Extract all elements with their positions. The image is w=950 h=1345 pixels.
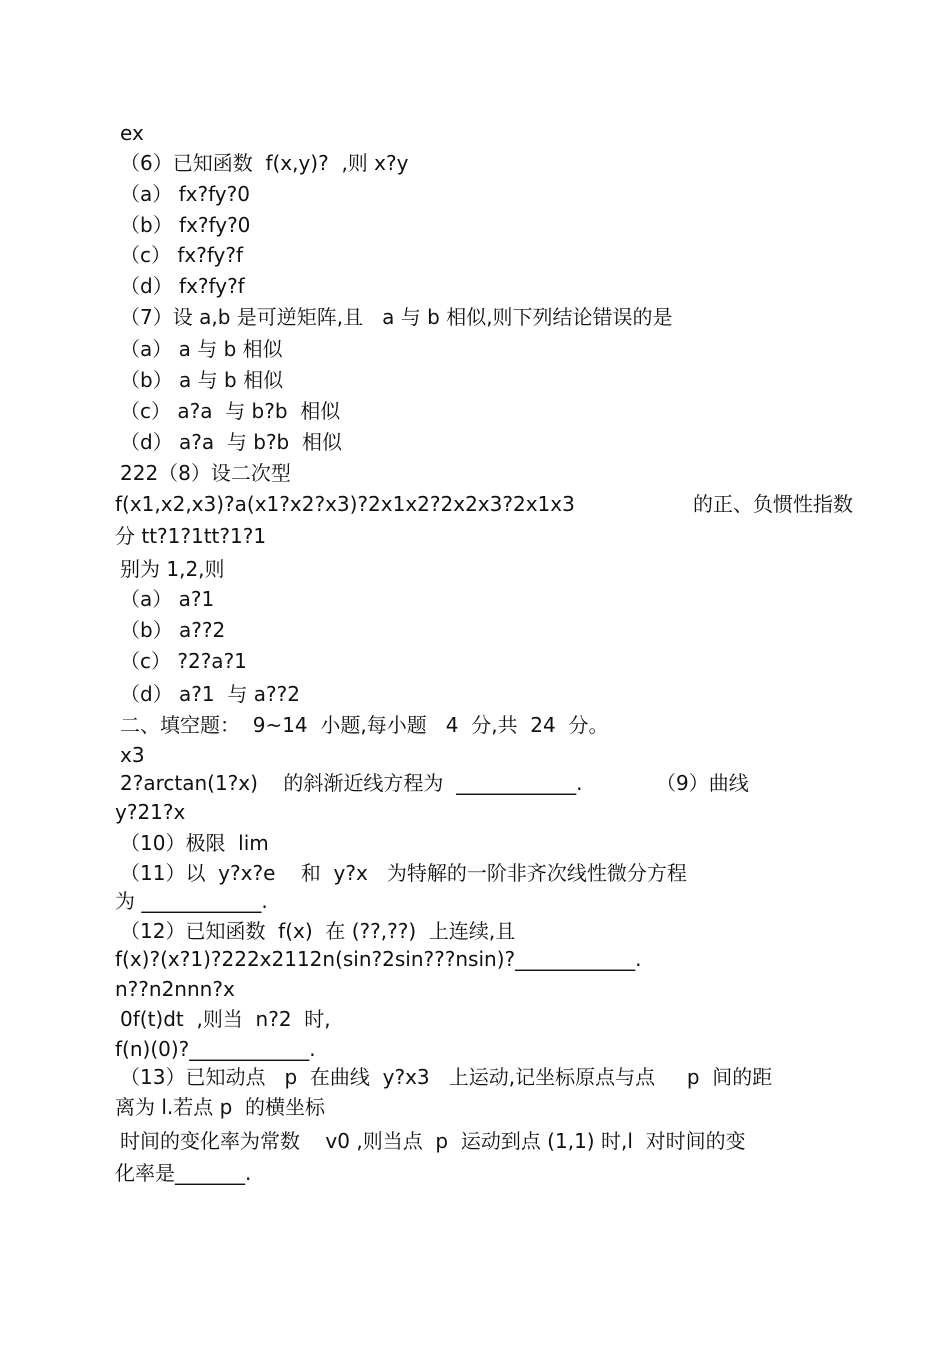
text-line: 时间的变化率为常数 v0 ,则当点 p 运动到点 (1,1) 时,l 对时间的变	[120, 1129, 746, 1153]
option-6a: （a） fx?fy?0	[120, 182, 250, 206]
question-13: （13）已知动点 p 在曲线 y?x3 上运动,记坐标原点与点 p 间的距	[120, 1065, 773, 1089]
option-8b: （b） a??2	[120, 618, 226, 642]
question-9: （9）曲线	[656, 771, 749, 795]
text-line: ex	[120, 121, 144, 145]
question-8: 222（8）设二次型	[120, 461, 291, 485]
option-8a: （a） a?1	[120, 587, 215, 611]
option-6b: （b） fx?fy?0	[120, 213, 251, 237]
text-line: 别为 1,2,则	[120, 557, 225, 581]
question-10: （10）极限 lim	[120, 831, 269, 855]
text-line: 分 tt?1?1tt?1?1	[115, 524, 267, 548]
option-6d: （d） fx?fy?f	[120, 274, 245, 298]
text-line: 离为 l.若点 p 的横坐标	[115, 1095, 326, 1119]
option-8d: （d） a?1 与 a??2	[120, 682, 300, 706]
formula-line: f(x1,x2,x3)?a(x1?x2?x3)?2x1x2?2x2x3?2x1x3	[115, 492, 575, 516]
formula-line: 2?arctan(1?x) 的斜渐近线方程为 ____________.	[120, 771, 583, 795]
option-7b: （b） a 与 b 相似	[120, 368, 284, 392]
formula-line: n??n2nnn?x	[115, 977, 235, 1001]
question-6: （6）已知函数 f(x,y)? ,则 x?y	[120, 151, 409, 175]
formula-line: y?21?x	[115, 800, 186, 824]
option-6c: （c） fx?fy?f	[120, 243, 244, 267]
option-7d: （d） a?a 与 b?b 相似	[120, 430, 342, 454]
text-line: 为 ____________.	[115, 889, 268, 913]
question-11: （11）以 y?x?e 和 y?x 为特解的一阶非齐次线性微分方程	[120, 861, 687, 885]
formula-line: f(n)(0)?____________.	[115, 1037, 316, 1061]
option-7a: （a） a 与 b 相似	[120, 337, 283, 361]
text-line: x3	[120, 743, 145, 767]
question-7: （7）设 a,b 是可逆矩阵,且 a 与 b 相似,则下列结论错误的是	[120, 305, 673, 329]
option-7c: （c） a?a 与 b?b 相似	[120, 399, 341, 423]
question-12: （12）已知函数 f(x) 在 (??,??) 上连续,且	[120, 919, 516, 943]
text-line: 0f(t)dt ,则当 n?2 时,	[120, 1007, 331, 1031]
formula-line: f(x)?(x?1)?222x2112n(sin?2sin???nsin)?____________.	[115, 947, 642, 971]
text-line: 的正、负惯性指数	[693, 492, 853, 516]
option-8c: （c） ?2?a?1	[120, 649, 247, 673]
text-line: 化率是_______.	[115, 1161, 252, 1185]
section-heading: 二、填空题： 9~14 小题,每小题 4 分,共 24 分。	[120, 713, 609, 737]
